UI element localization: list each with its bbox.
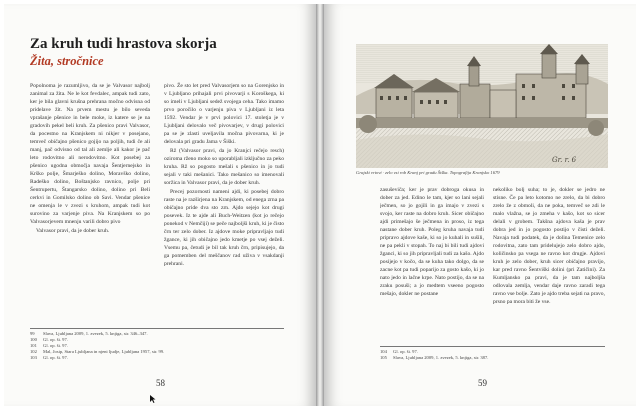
right-page-column-1 — [380, 186, 484, 342]
footnote-rule — [380, 346, 605, 347]
paragraph: Rž (Valvasor pravi, da jo Kranjci rečejo resch) oziroma rženo moko so uporabljali izključno za peko kruha. Rž so pogosto mešali s pšenico in jo tudi sejali v taki mešanici. Tako mešanico so imenovali soržica in Valvasor pravi, da je dober kruh. — [164, 148, 284, 186]
left-footnotes — [30, 331, 164, 361]
mouse-cursor-icon — [150, 395, 156, 403]
image-caption: Grajski vrtovi · zelo vsi rob Kranj pri gradu Šiška. Topografija Kranjsko 1679 — [356, 170, 500, 175]
engraving-signature: Gr. r. 6 — [552, 156, 577, 164]
paragraph: zasuševiča; ker je prav dobroga okusa in dober za jed. Edino le tam, kjer so lani sejali ječmen, so jo gojili in ga imajo v zvezi s svojo, ker raste na dobro kruh. Sicer običajno ajdi primešajo še ječmena in proso, iz tega nastane dober kruh. Poleg kruha navaja tudi pripravo ajdove kaše, ki so jo kuhali in sušili, ne pa pekli v stopah. To naj bi bili tudi ajdovi žganci, ki so jih pripravljali tudi za kašo. Ajdo posijejo v kočo, da se kuha tako dolgo, da se zacne kot pa tudi poparijo za gosto kašo, ki jo nato jedo in lačne krpe. Nato postijo, da se na zraku posuši; a jo medtem vseeno pogosto mešajo, dokler ne postane — [380, 187, 484, 297]
footnote: 102 Mal, Josip, Stara Ljubljana in njeni ljudje, Ljubljana 1957, str. 99. — [30, 349, 165, 354]
paragraph: pivo. Že sto let pred Valvasorjem so na Gorenjsko in v Ljubljano prihajali prvi pivovarji s Koroškega, ki so imeli v Ljubljani sedež svojega ceha. Tako imamo prvo poročilo o varjenju piva v Ljubljani iz leta 1592. Vendar je v prvi polovici 17. stoletja je v Ljubljani delovalo več pivovarjev, v drugi polovici pa se je zlasti uveljavila močna pivovarna, ki je delovala pri gradu Jama v Šiški. — [164, 83, 284, 145]
chapter-title: Za kruh tudi hrastova skorja — [30, 36, 217, 52]
castle-engraving-image — [356, 44, 608, 168]
chapter-subtitle: Žita, stročnice — [30, 54, 104, 68]
left-page-column-1 — [30, 82, 150, 306]
footnote-rule — [30, 328, 284, 329]
paragraph: nekoliko bolj suha; to je, dokler se jedro ne stisne. Če pa leto kotomo ne zrelo, da bi dobro zrelo že z obmoli, da ne poka, temveč se zdi le malo vlažna, se jo zmeha v kašo, kot so sicer delali v grobem. Takšna ajdova kaša je prav dobra jed in jo pogosto postijo v čisti deželi. Navaja tudi podatek, da je dolina Temenice zelo rodovitna, zato tam pridelujejo zelo dobro ajdo, količinsko pa vsega ne ravno kot drugje. Ajdovi kruh je zelo dober, kruh sicer običajno pravijo, kar pred ravno Šentviški dolini (pri Zatičini). Za Kumljansko pa pravi, da je tam najboljša odlovala zemlja, vendar daje ravno zaradi tega ravno vse bolje. Zato je ajdo treba sejati na pravo, prsno pa mora biti že vse. — [493, 187, 605, 305]
left-page-column-2 — [164, 82, 284, 306]
right-footnotes — [380, 349, 488, 361]
footnote: 100 Gl. op. št. 97. — [30, 337, 68, 342]
footnote: 105 Slava, Ljubljana 2009, 1. zvezek, 5. knjiga, str. 387. — [380, 355, 489, 360]
footnote: 99 Slava, Ljubljana 2009, 1. zvezek, 5. knjiga, str. 346–347. — [30, 331, 148, 336]
footnote: 101 Gl. op. št. 97. — [30, 343, 68, 348]
book-gutter — [316, 4, 324, 406]
right-page-column-2 — [493, 186, 605, 342]
footnote: 104 Gl. op. št. 97. — [380, 349, 418, 354]
paragraph: Valvasor pravi, da je dober kruh. — [36, 228, 110, 234]
page-number-right: 59 — [478, 378, 487, 388]
paragraph: Precej pozornosti nameni ajdi, ki posebej dobro raste na je razširjena na Kranjskem, od enega zrna pa običajno pride dva sto zrn. Ajdo sejejo kot drugi posevek. Iz te ajde ali Buch-Weitzen (kot jo rečejo ponekod v Nemčiji) se peče najboljši kruh, ki je čisto črn ter zelo dober. Iz ajdove moke pripravljajo tudi žgance, ki jih običajno jedo kmetje po vsej deželi. Vsemu pa, četudi je bil tak kruh črn, pripisujejo, da ga pomemben del meščanov rad uživa v vsakdanji prehrani. — [164, 189, 284, 267]
paragraph: Popolnoma je razumljivo, da se je Valvasor najbolj zanimal za žita. Ne le kot fevdalec, ampak tudi zato, ker je bila glavni krušna prehrana močno odvisna od pridelave žit. Na prvem mestu je bilo seveda vprašanje pšenice in bele moke, iz katere se je na gradovih pekel beli kruh. Za pšenico pravi Valvasor, da pocestno na Kranjskem ni nikjer v posejano, temveč običajno pšenico gojijo na poljih, tudi če ali manj, pač odvisno od tal ali zemlje ali kakor je pač leto rodovitno ali nerodovitno. Kot posebej za pšenico ugodna območja navaja Šentjernejsko in Krško polje, Šmarješko dolino, Moravško dolino, Radeško dolino, Boštanjsko ravnico, polje pri Šentrupertu, Štangarsko dolino, dolino pri Beli cerkvi in Gomilsko dolino ob Savi. Vendar pšenice ne omenja le v zvezi s kruhom, ampak tudi kot surovino za varjenje piva. Na Kranjskem so po Valvasorjevem mnenju varili dobro pivo — [30, 83, 150, 225]
page-number-left: 58 — [156, 378, 165, 388]
footnote: 103 Gl. op. št. 97. — [30, 355, 68, 360]
